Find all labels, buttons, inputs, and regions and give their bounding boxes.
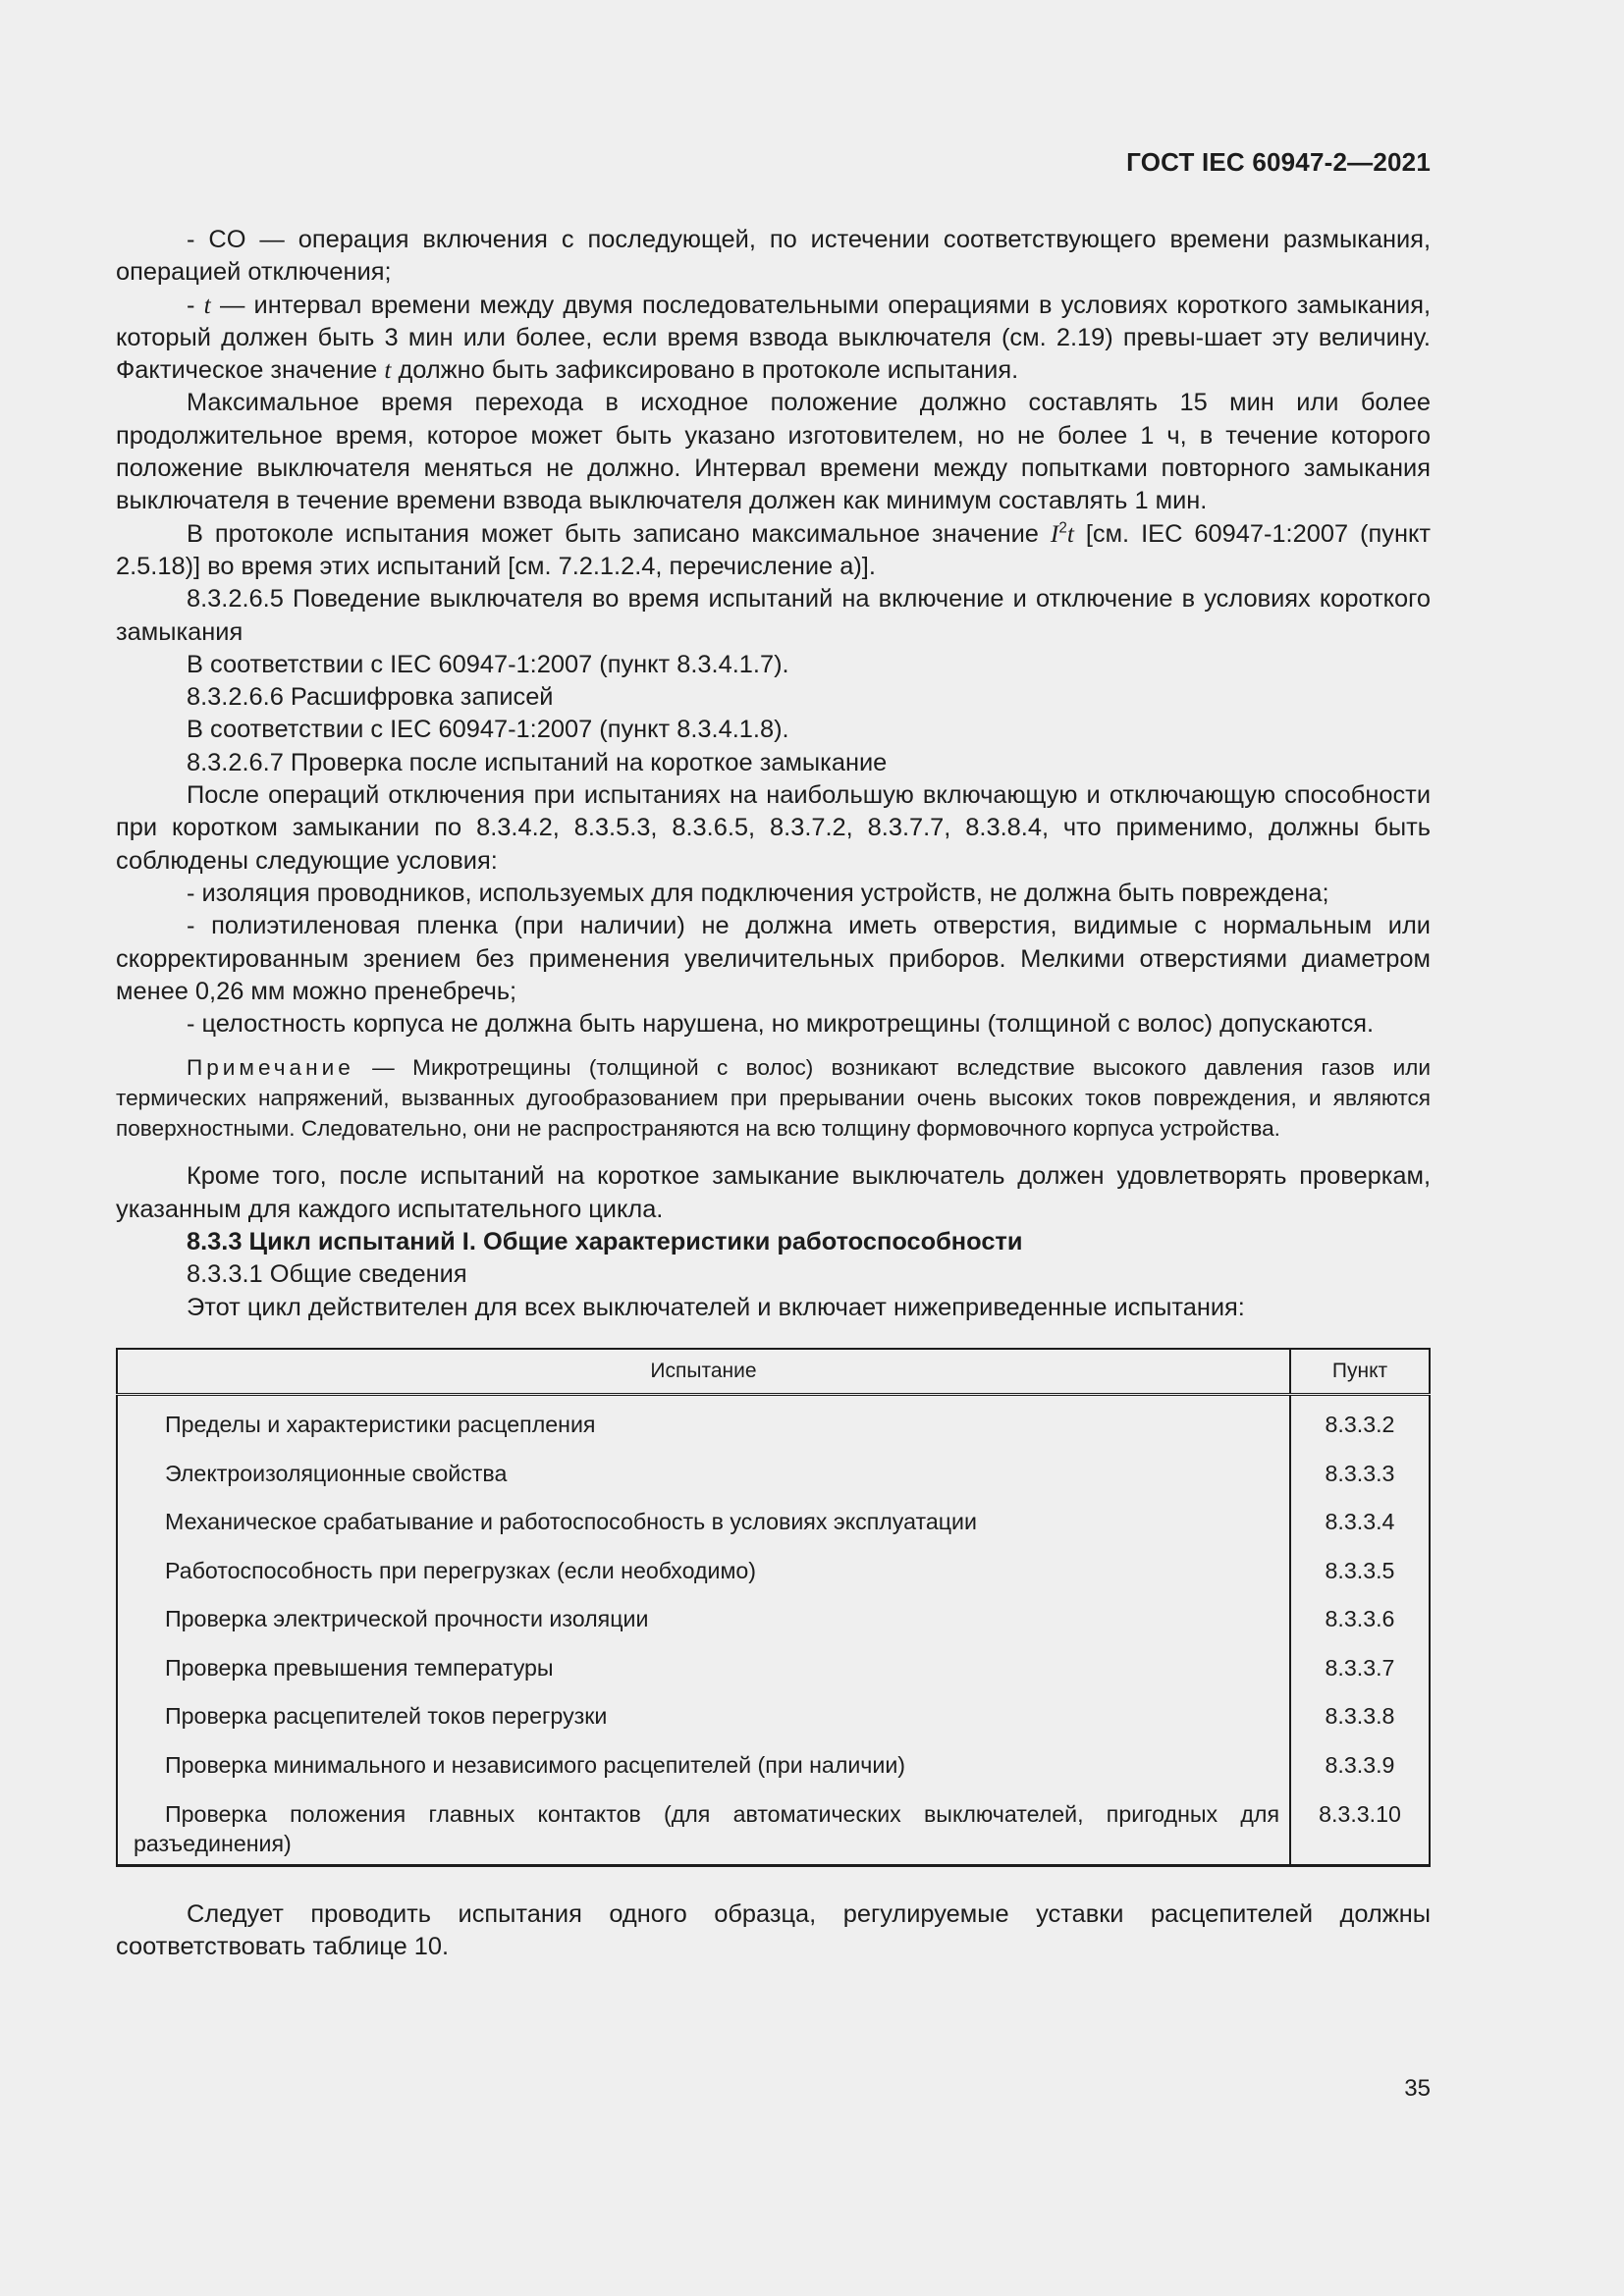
text-segment: должно быть зафиксировано в протоколе испытания. [391,356,1019,385]
table-row [117,1741,1430,1790]
variable-t: t [203,291,211,319]
paragraph-cycle-intro: Этот цикл действителен для всех выключателей и включает нижеприведенные испытания: [187,1293,1245,1321]
paragraph-sample-instructions: Следует проводить испытания одного образца, регулируемые уставки расцепителей должны соответствовать таблице 10. [116,1899,1431,1960]
table-cell-clause: 8.3.3.4 [1325,1509,1395,1535]
table-header-test: Испытание [117,1349,1290,1395]
dash: - [187,291,204,319]
text-segment: — интервал времени между двумя последовательными операциями в условиях короткого замыкания, который должен быть 3 мин или более, если время взвода выключателя (см. 2.19) превы-шает эту величину. Фактическое значение [116,291,1431,385]
variable-i: I [1050,519,1059,548]
table-row [117,1692,1430,1741]
table-row [117,1394,1430,1449]
table-cell-test: Проверка электрической прочности изоляции [117,1595,1290,1644]
table-cell-clause: 8.3.3.5 [1325,1557,1395,1583]
note-text: — Микротрещины (толщиной с волос) возникают вследствие высокого давления газов или термических напряжений, вызванных дугообразованием при прерывании очень высоких токов повреждения, и являются поверхностными. Следовательно, они не распространяются на всю толщину формовочного корпуса устройства. [116,1055,1431,1142]
table-cell-test: Проверка минимального и независимого расцепителей (при наличии) [117,1741,1290,1790]
table-row [117,1547,1430,1596]
table-row [117,1790,1430,1866]
note [116,1052,1431,1144]
paragraph-reset-time: Максимальное время перехода в исходное положение должно составлять 15 мин или более продолжительное время, которое может быть указано изготовителем, но не более 1 ч, в течение которого положение выключателя меняться не должно. Интервал времени между попытками повторного замыкания выключателя в течение времени взвода выключателя должен как минимум составлять 1 мин. [116,389,1431,515]
superscript-2: 2 [1058,519,1067,537]
paragraph-reference-2: В соответствии с IEC 60947-1:2007 (пункт 8.3.4.1.8). [187,716,789,744]
table-row [117,1595,1430,1644]
paragraph-co-operation: - CO — операция включения с последующей, по истечении соответствующего времени размыкания, операцией отключения; [116,226,1431,287]
variable-t: t [384,356,392,385]
list-item-enclosure: - целостность корпуса не должна быть нарушена, но микротрещины (толщиной с волос) допускаются. [187,1010,1375,1039]
clause-8-3-2-6-6: 8.3.2.6.6 Расшифровка записей [187,683,554,712]
list-item-polyethylene-film: - полиэтиленовая пленка (при наличии) не должна иметь отверстия, видимые с нормальным или скорректированным зрением без применения увеличительных приборов. Мелкими отверстиями диаметром менее 0,26 мм можно пренебречь; [116,912,1431,1005]
table-row [117,1498,1430,1547]
note-label: Примечание [187,1055,354,1081]
table-cell-clause: 8.3.3.10 [1319,1800,1401,1827]
document-header: ГОСТ IEC 60947-2—2021 [1126,147,1431,177]
paragraph-time-interval [116,290,1431,388]
table-cell-clause: 8.3.3.9 [1325,1752,1395,1779]
clause-8-3-3-1: 8.3.3.1 Общие сведения [187,1260,467,1289]
clause-8-3-2-6-7: 8.3.2.6.7 Проверка после испытаний на короткое замыкание [187,748,888,776]
paragraph-reference-1: В соответствии с IEC 60947-1:2007 (пункт 8.3.4.1.7). [187,650,789,678]
page-number: 35 [1404,2075,1431,2102]
table-cell-clause: 8.3.3.2 [1325,1411,1395,1437]
table-header-row [117,1349,1430,1395]
table-cell-test: Проверка положения главных контактов (для автоматических выключателей, пригодных для разъединения) [117,1790,1290,1866]
table-cell-test: Проверка расцепителей токов перегрузки [117,1692,1290,1741]
document-body [116,224,1431,1963]
tests-table [116,1348,1431,1867]
table-cell-clause: 8.3.3.8 [1325,1703,1395,1730]
list-item-insulation: - изоляция проводников, используемых для подключения устройств, не должна быть повреждена; [187,879,1329,907]
text-segment: В протоколе испытания может быть записано максимальное значение [187,519,1051,548]
paragraph-additional-checks: Кроме того, после испытаний на короткое замыкание выключатель должен удовлетворять проверкам, указанным для каждого испытательного цикла. [116,1162,1431,1223]
table-cell-test: Проверка превышения температуры [117,1644,1290,1693]
table-row [117,1644,1430,1693]
table-header-clause: Пункт [1290,1349,1430,1395]
table-row [117,1450,1430,1499]
table-cell-test: Электроизоляционные свойства [117,1450,1290,1499]
table-cell-test: Пределы и характеристики расцепления [117,1394,1290,1449]
text-segment: [см. IEC 60947-1:2007 (пункт 2.5.18)] во время этих испытаний [см. 7.2.1.2.4, перечисление a)]. [116,519,1431,580]
paragraph-conditions-intro: После операций отключения при испытаниях на наибольшую включающую и отключающую способности при коротком замыкании по 8.3.4.2, 8.3.5.3, 8.3.6.5, 8.3.7.2, 8.3.7.7, 8.3.8.4, что применимо, должны быть соблюдены следующие условия: [116,781,1431,875]
table-cell-test: Механическое срабатывание и работоспособность в условиях эксплуатации [117,1498,1290,1547]
paragraph-i2t-record [116,518,1431,584]
table-cell-test: Работоспособность при перегрузках (если необходимо) [117,1547,1290,1596]
clause-8-3-2-6-5: 8.3.2.6.5 Поведение выключателя во время испытаний на включение и отключение в условиях короткого замыкания [116,585,1431,646]
table-cell-clause: 8.3.3.3 [1325,1460,1395,1486]
variable-t: t [1066,519,1074,548]
section-heading-8-3-3: 8.3.3 Цикл испытаний I. Общие характеристики работоспособности [187,1228,1023,1256]
table-cell-clause: 8.3.3.6 [1325,1606,1395,1632]
table-cell-clause: 8.3.3.7 [1325,1654,1395,1681]
